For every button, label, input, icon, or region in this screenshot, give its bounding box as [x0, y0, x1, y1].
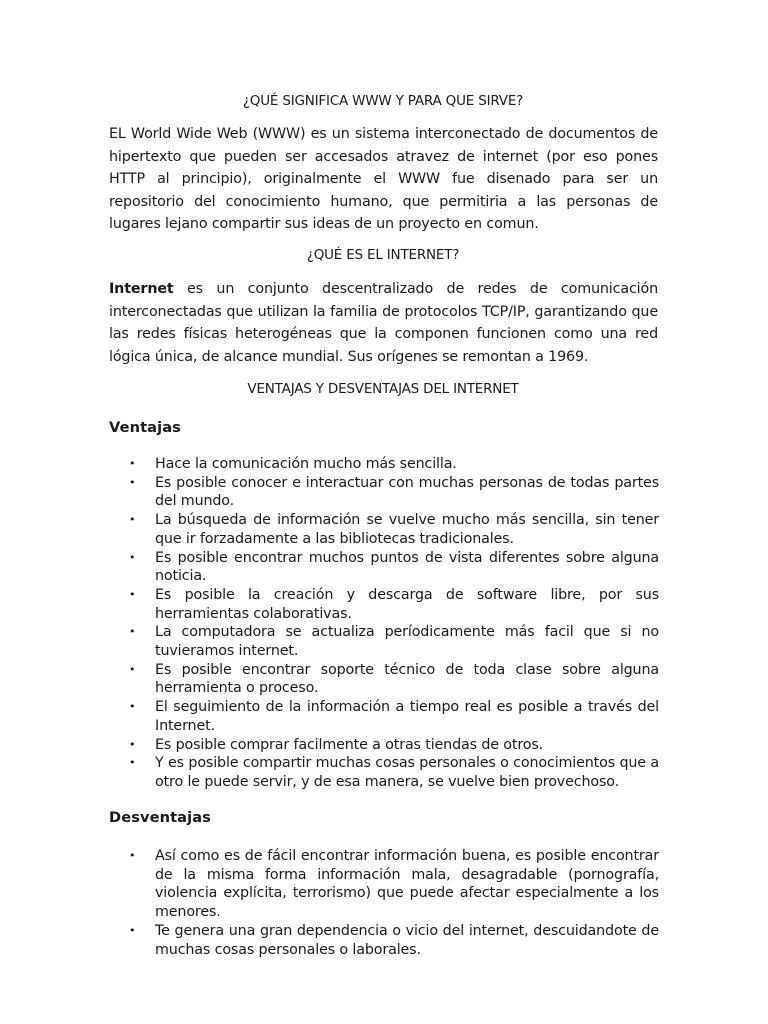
list-item-text: Es posible la creación y descarga de software libre, por sus herramientas colaborativas. [155, 586, 659, 622]
list-item-text: Y es posible compartir muchas cosas personales o conocimientos que a otro le puede servir, y de esa manera, se vuelve bien provechoso. [155, 755, 659, 790]
bullet-icon: • [129, 923, 136, 937]
list-item [109, 736, 659, 755]
list-item [109, 474, 659, 511]
title-www: ¿QUÉ SIGNIFICA WWW Y PARA QUE SIRVE? [242, 93, 524, 109]
bullet-icon: • [129, 513, 136, 527]
list-item-text: Hace la comunicación mucho más sencilla. [155, 456, 457, 472]
bullet-icon: • [129, 849, 136, 862]
desventajas-heading: Desventajas [109, 809, 211, 826]
internet-term: Internet [109, 281, 174, 297]
ventajas-list [109, 455, 659, 792]
bullet-icon: • [129, 475, 136, 489]
list-item-text: Es posible conocer e interactuar con muchas personas de todas partes del mundo. [155, 474, 659, 510]
list-item-text: El seguimiento de la información a tiempo real es posible a través del Internet. [155, 699, 659, 734]
list-item-text: La búsqueda de información se vuelve mucho más sencilla, sin tener que ir forzadamente a las bibliotecas tradicionales. [155, 512, 659, 547]
bullet-icon: • [129, 587, 136, 601]
bullet-icon: • [129, 662, 136, 676]
list-item [109, 455, 659, 474]
paragraph-internet [109, 278, 658, 368]
ventajas-heading: Ventajas [109, 419, 181, 436]
list-item [109, 623, 659, 660]
list-item-text: Es posible encontrar soporte técnico de toda clase sobre alguna herramienta o proceso. [155, 661, 659, 697]
list-item-text: La computadora se actualiza períodicamente más facil que si no tuvieramos internet. [155, 624, 659, 660]
list-item [109, 511, 659, 548]
list-item-text: Es posible encontrar muchos puntos de vista diferentes sobre alguna noticia. [155, 549, 659, 585]
paragraph-www: EL World Wide Web (WWW) es un sistema interconectado de documentos de hipertexto que pueden ser accesados atravez de internet (por eso pones HTTP al principio), originalmente el WWW fue disenado para ser un repositorio del conocimiento humano, que permitiria a las personas de lugares lejano compartir sus ideas de un proyecto en comun. [109, 126, 658, 232]
list-item [109, 922, 659, 959]
list-item-text: Te genera una gran dependencia o vicio del internet, descuidandote de muchas cosas personales o laborales. [155, 922, 659, 958]
desventajas-list [109, 847, 659, 959]
list-item [109, 661, 659, 698]
list-item [109, 549, 659, 586]
list-item-text: Es posible comprar facilmente a otras tiendas de otros. [155, 736, 544, 753]
list-item [109, 698, 659, 735]
bullet-icon: • [129, 550, 136, 564]
list-item [109, 847, 659, 922]
bullet-icon: • [129, 625, 136, 639]
title-internet: ¿QUÉ ES EL INTERNET? [306, 247, 460, 263]
list-item [109, 754, 659, 791]
list-item-text: Así como es de fácil encontrar información buena, es posible encontrar de la misma forma información mala, desagradable (pornografía, violencia explícita, terrorismo) que puede afectar especialmente a los menores. [155, 848, 659, 921]
bullet-icon: • [129, 756, 136, 770]
title-pros-cons: VENTAJAS Y DESVENTAJAS DEL INTERNET [247, 381, 519, 397]
internet-definition: es un conjunto descentralizado de redes de comunicación interconectadas que utilizan la familia de protocolos TCP/IP, garantizando que las redes físicas heterogéneas que la componen funcionen como una red lógica única, de alcance mundial. Sus orígenes se remontan a 1969. [109, 281, 658, 365]
list-item [109, 586, 659, 623]
bullet-icon: • [129, 700, 136, 714]
bullet-icon: • [129, 737, 136, 751]
bullet-icon: • [129, 457, 136, 470]
